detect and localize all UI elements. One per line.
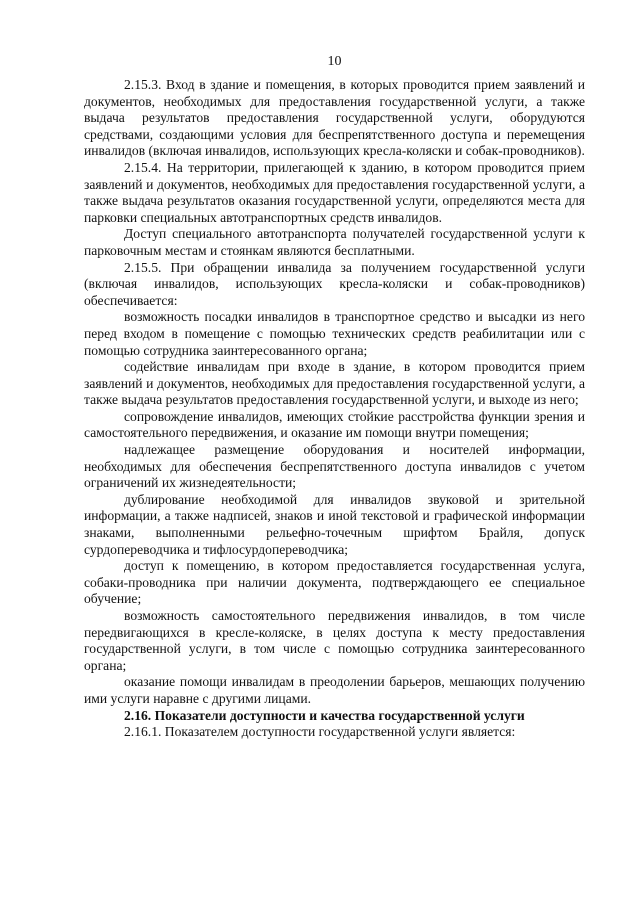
paragraph-parking-access: Доступ специального автотранспорта получателей государственной услуги к парковочным местам и стоянкам являются бесплатными. — [84, 226, 585, 258]
list-item-guide-dog-access: доступ к помещению, в котором предоставляется государственная услуга, собаки-проводника при наличии документа, подтверждающего ее специальное обучение; — [84, 558, 585, 607]
list-item-independent-movement: возможность самостоятельного передвижения инвалидов, в том числе передвигающихся в кресле-коляске, в целях доступа к месту предоставления государственной услуги, в том числе с помощью сотрудника заинтересованного органа; — [84, 608, 585, 673]
document-body — [84, 77, 585, 741]
list-item-information-duplication: дублирование необходимой для инвалидов звуковой и зрительной информации, а также надписей, знаков и иной текстовой и графической информации знаками, выполненными рельефно-точечным шрифтом Брайля, допуск сурдопереводчика и тифлосурдопереводчика; — [84, 491, 585, 557]
list-item-entry-assistance: содействие инвалидам при входе в здание, в котором проводится прием заявлений и документов, необходимых для предоставления государственной услуги, а также выдача результатов предоставления государственной услуги, и выходе из него; — [84, 359, 585, 408]
list-item-equipment-placement: надлежащее размещение оборудования и носителей информации, необходимых для обеспечения беспрепятственного доступа инвалидов с учетом ограничений их жизнедеятельности; — [84, 442, 585, 491]
paragraph-2-15-4: 2.15.4. На территории, прилегающей к зданию, в котором проводится прием заявлений и документов, необходимых для предоставления государственной услуги, а также выдача результатов оказания государственной услуги, определяются места для парковки специальных автотранспортных средств инвалидов. — [84, 159, 585, 225]
list-item-boarding: возможность посадки инвалидов в транспортное средство и высадки из него перед входом в помещение с помощью технических средств реабилитации или с помощью сотрудника заинтересованного органа; — [84, 309, 585, 358]
paragraph-2-16-1: 2.16.1. Показателем доступности государственной услуги является: — [124, 724, 516, 740]
page-number: 10 — [327, 54, 342, 69]
paragraph-2-15-3: 2.15.3. Вход в здание и помещения, в которых проводится прием заявлений и документов, необходимых для предоставления государственной услуги, а также выдача результатов предоставления государственной услуги, оборудуются средствами, создающими условия для беспрепятственного доступа и перемещения инвалидов (включая инвалидов, использующих кресла-коляски и собак-проводников). — [84, 77, 585, 159]
section-heading-2-16: 2.16. Показатели доступности и качества государственной услуги — [124, 707, 525, 723]
list-item-barrier-help: оказание помощи инвалидам в преодолении барьеров, мешающих получению ими услуги наравне с другими лицами. — [84, 674, 585, 706]
list-item-escort: сопровождение инвалидов, имеющих стойкие расстройства функции зрения и самостоятельного передвижения, и оказание им помощи внутри помещения; — [84, 408, 585, 441]
paragraph-2-15-5: 2.15.5. При обращении инвалида за получением государственной услуги (включая инвалидов, использующих кресла-коляски и собак-проводников) обеспечивается: — [84, 259, 585, 308]
